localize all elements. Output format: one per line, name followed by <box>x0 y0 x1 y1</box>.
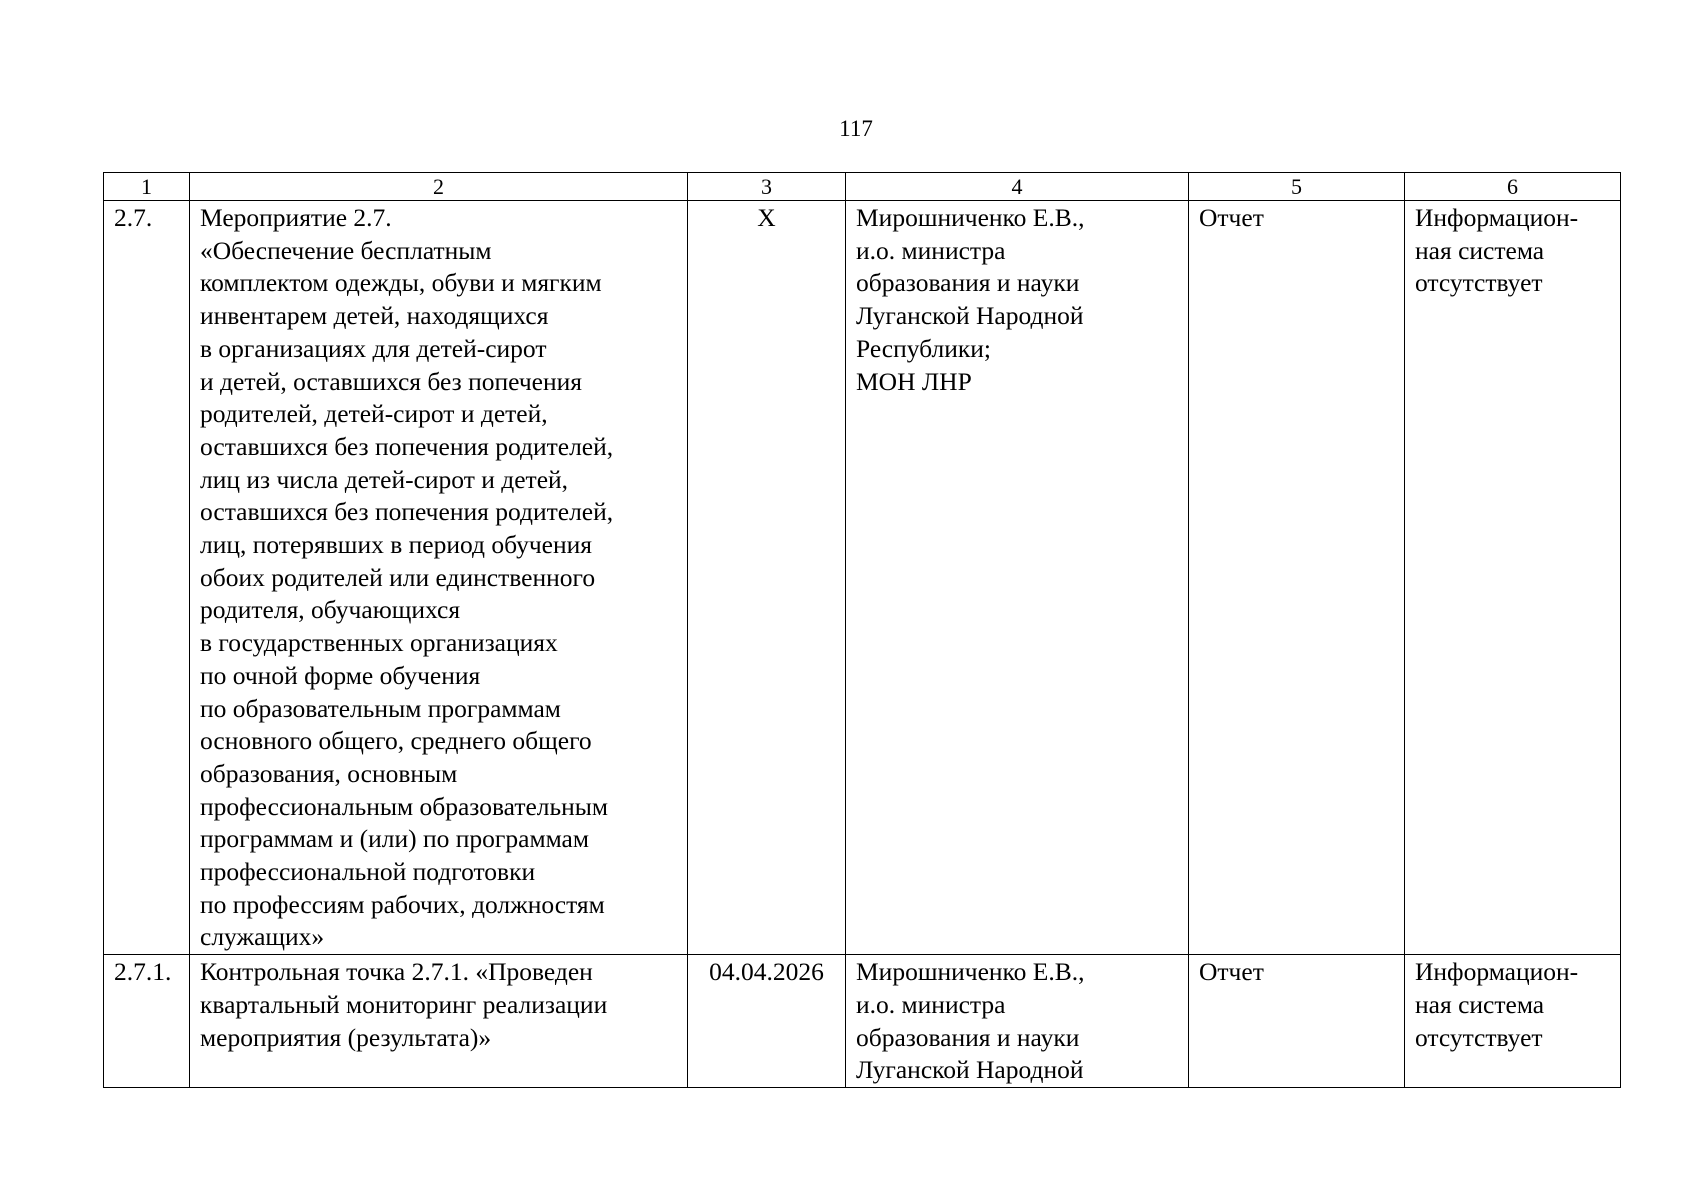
description-line: по очной форме обучения <box>200 660 481 690</box>
responsible-line: МОН ЛНР <box>856 366 972 396</box>
description-line: профессиональной подготовки <box>200 857 536 887</box>
responsible-line: Мирошниченко Е.В., <box>856 203 1085 232</box>
description-line: основного общего, среднего общего <box>200 726 592 756</box>
info-system-line: ная система <box>1415 235 1545 265</box>
info-system-line: отсутствует <box>1415 1022 1543 1052</box>
responsible-line: Республики; <box>856 333 992 363</box>
responsible-line: Мирошниченко Е.В., <box>856 957 1085 987</box>
description-line: родителя, обучающихся <box>200 595 461 625</box>
description-line: Мероприятие 2.7. <box>200 203 392 232</box>
description-line: лиц из числа детей-сирот и детей, <box>200 464 569 494</box>
description-line: инвентарем детей, находящихся <box>200 301 549 331</box>
description-line: программам и (или) по программам <box>200 824 589 854</box>
description-line: в государственных организациях <box>200 628 558 658</box>
description-line: по образовательным программам <box>200 693 561 723</box>
description-line: по профессиям рабочих, должностям <box>200 889 605 919</box>
info-system-line: Информацион- <box>1415 957 1579 987</box>
responsible-cell <box>846 955 1189 1088</box>
description-line: квартальный мониторинг реализации <box>200 989 608 1019</box>
description-line: в организациях для детей-сирот <box>200 333 547 363</box>
info-system-cell <box>1405 955 1621 1088</box>
description-cell <box>190 201 688 955</box>
responsible-line: образования и науки <box>856 268 1080 298</box>
responsible-line: Луганской Народной <box>856 1055 1084 1085</box>
description-line: Контрольная точка 2.7.1. «Проведен <box>200 957 593 987</box>
info-system-line: отсутствует <box>1415 268 1543 298</box>
column-number-header-row <box>104 173 1621 201</box>
description-line: родителей, детей-сирот и детей, <box>200 399 548 429</box>
table-row <box>104 955 1621 1088</box>
item-number-cell: 2.7.1. <box>104 955 190 1088</box>
description-line: оставшихся без попечения родителей, <box>200 431 614 461</box>
page-number: 117 <box>839 116 873 141</box>
table-row <box>104 201 1621 955</box>
description-line: лиц, потерявших в период обучения <box>200 530 593 560</box>
document-type-cell: Отчет <box>1189 201 1405 955</box>
responsible-line: и.о. министра <box>856 235 1006 265</box>
deadline-cell: 04.04.2026 <box>688 955 846 1088</box>
description-line: оставшихся без попечения родителей, <box>200 497 614 527</box>
responsible-line: Луганской Народной <box>856 301 1084 331</box>
description-line: обоих родителей или единственного <box>200 562 596 592</box>
column-header-5: 5 <box>1189 173 1405 201</box>
responsible-cell <box>846 201 1189 955</box>
column-header-3: 3 <box>688 173 846 201</box>
description-line: профессиональным образовательным <box>200 791 609 821</box>
column-header-1: 1 <box>104 173 190 201</box>
responsible-line: и.о. министра <box>856 989 1006 1019</box>
info-system-cell <box>1405 201 1621 955</box>
item-number-cell: 2.7. <box>104 201 190 955</box>
description-line: и детей, оставшихся без попечения <box>200 366 583 396</box>
info-system-line: ная система <box>1415 989 1545 1019</box>
column-header-2: 2 <box>190 173 688 201</box>
description-line: образования, основным <box>200 758 458 788</box>
description-line: служащих» <box>200 922 325 952</box>
description-line: комплектом одежды, обуви и мягким <box>200 268 602 298</box>
info-system-line: Информацион- <box>1415 203 1579 232</box>
column-header-4: 4 <box>846 173 1189 201</box>
description-line: мероприятия (результата)» <box>200 1022 492 1052</box>
deadline-cell: X <box>688 201 846 955</box>
column-header-6: 6 <box>1405 173 1621 201</box>
document-type-cell: Отчет <box>1189 955 1405 1088</box>
responsible-line: образования и науки <box>856 1022 1080 1052</box>
description-line: «Обеспечение бесплатным <box>200 235 492 265</box>
measures-table <box>103 172 1621 1088</box>
description-cell <box>190 955 688 1088</box>
